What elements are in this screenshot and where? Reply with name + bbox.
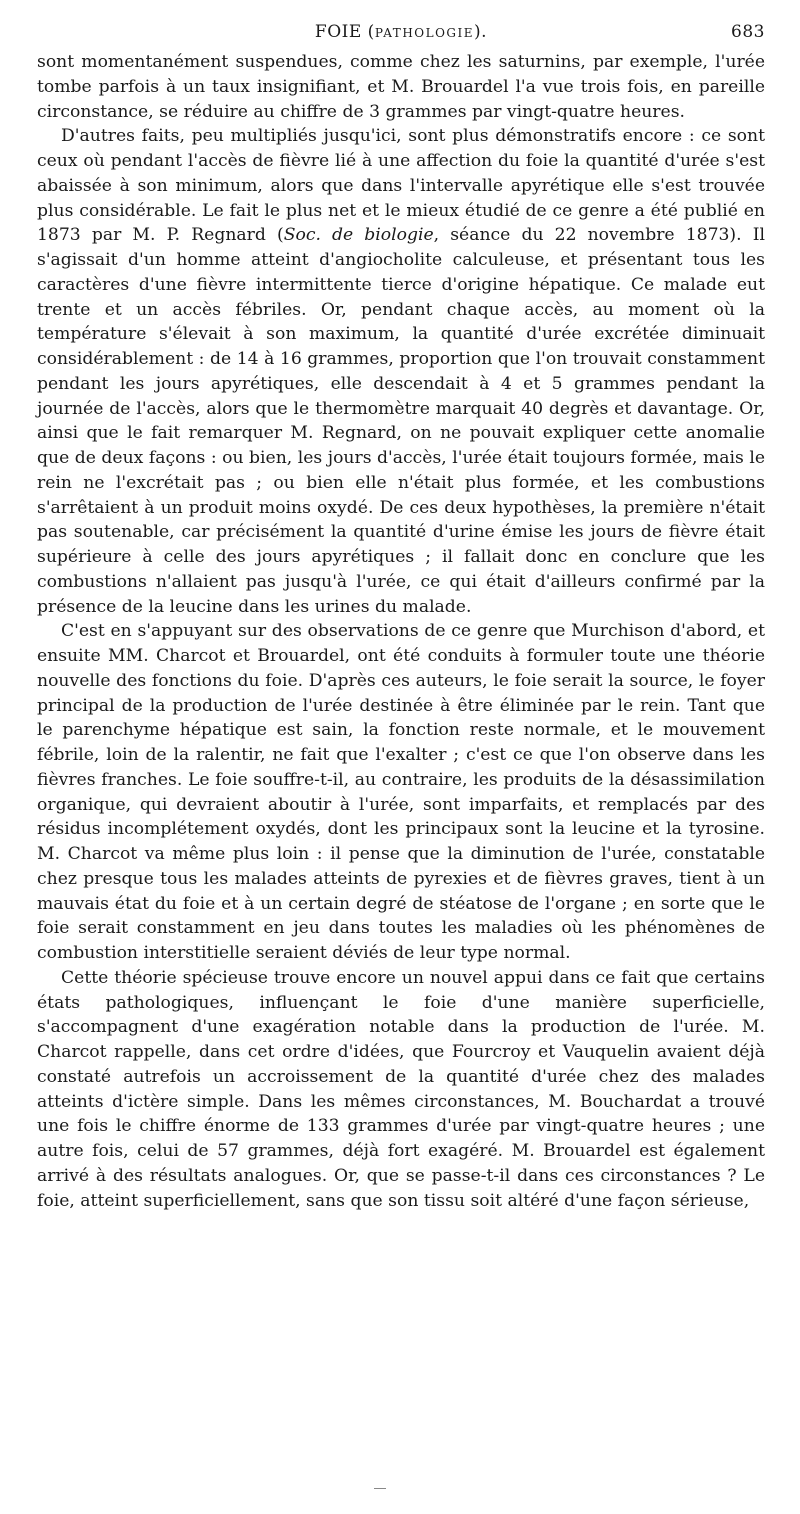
footer-rule [374, 1488, 386, 1489]
paragraph-regnard-part2: , séance du 22 novembre 1873). Il s'agissait d'un homme atteint d'angiocholite calculeuse, et présentant tous les caractères d'une fièvre intermittente tierce d'origine hépatique. Ce malade eut trente et un accès fébriles. Or, pendant chaque accès, au moment où la température s'élevait à son maximum, la quantité d'urée excrétée diminuait considérablement : de 14 à 16 grammes, proportion que l'on trouvait constamment pendant les jours apyrétiques, elle descendait à 4 et 5 grammes pendant la journée de l'accès, alors que le thermomètre marquait 40 degrès et davantage. Or, ainsi que le fait remarquer M. Regnard, on ne pouvait expliquer cette anomalie que de deux façons : ou bien, les jours d'accès, l'urée était toujours formée, mais le rein ne l'excrétait pas ; ou bien elle n'était plus formée, et les combustions s'arrêtaient à un produit moins oxydé. De ces deux hypothèses, la première n'était pas soutenable, car précisément la quantité d'urine émise les jours de fièvre était supérieure à celle des jours apyrétiques ; il fallait donc en conclure que les combustions n'allaient pas jusqu'à l'urée, ce qui était d'ailleurs confirmé par la présence de la leucine dans les urines du malade. [37, 225, 765, 617]
running-title-main: FOIE ( [314, 22, 375, 42]
body-text [37, 50, 765, 1213]
running-title-section: PATHOLOGIE [374, 26, 475, 40]
paragraph-icterus: Cette théorie spécieuse trouve encore un nouvel appui dans ce fait que certains états pathologiques, influençant le foie d'une manière superficielle, s'accompagnent d'une exagération notable dans la production de l'urée. M. Charcot rappelle, dans cet ordre d'idées, que Fourcroy et Vauquelin avaient déjà constaté autrefois un accroissement de la quantité d'urée chez des malades atteints d'ictère simple. Dans les mêmes circonstances, M. Bouchardat a trouvé une fois le chiffre énorme de 133 grammes d'urée par vingt-quatre heures ; une autre fois, celui de 57 grammes, déjà fort exagéré. M. Brouardel est également arrivé à des résultats analogues. Or, que se passe-t-il dans ces circonstances ? Le foie, atteint superficiellement, sans que son tissu soit altéré d'une façon sérieuse, [37, 967, 765, 1211]
citation-journal: Soc. de biologie [283, 225, 434, 246]
paragraph-continued: sont momentanément suspendues, comme chez les saturnins, par exemple, l'urée tombe parfois à un taux insignifiant, et M. Brouardel l'a vue trois fois, en pareille circonstance, se réduire au chiffre de 3 grammes par vingt-quatre heures. [37, 52, 765, 122]
running-title [37, 22, 765, 42]
paragraph-theory: C'est en s'appuyant sur des observations de ce genre que Murchison d'abord, et ensuite MM. Charcot et Brouardel, ont été conduits à formuler toute une théorie nouvelle des fonctions du foie. D'après ces auteurs, le foie serait la source, le foyer principal de la production de l'urée destinée à être éliminée par le rein. Tant que le parenchyme hépatique est sain, la fonction reste normale, et le mouvement fébrile, loin de la ralentir, ne fait que l'exalter ; c'est ce que l'on observe dans les fièvres franches. Le foie souffre-t-il, au contraire, les produits de la désassimilation organique, qui devraient aboutir à l'urée, sont imparfaits, et remplacés par des résidus incomplétement oxydés, dont les principaux sont la leucine et la tyrosine. M. Charcot va même plus loin : il pense que la diminution de l'urée, constatable chez presque tous les malades atteints de pyrexies et de fièvres graves, tient à un mauvais état du foie et à un certain degré de stéatose de l'organe ; en sorte que le foie serait constamment en jeu dans toutes les maladies où les phénomènes de combustion interstitielle seraient déviés de leur type normal. [37, 621, 765, 963]
running-head [37, 22, 765, 50]
paragraph-regnard-part1: D'autres faits, peu multipliés jusqu'ici, sont plus démonstratifs encore : ce sont ceux où pendant l'accès de fièvre lié à une affection du foie la quantité d'urée s'est abaissée à son minimum, alors que dans l'intervalle apyrétique elle s'est trouvée plus considérable. Le fait le plus net et le mieux étudié de ce genre a été publié en 1873 par M. P. Regnard ( [37, 126, 765, 246]
paragraph-regnard [37, 124, 765, 619]
book-page [37, 22, 765, 1502]
page-number: 683 [731, 22, 765, 42]
running-title-end: ). [474, 22, 488, 42]
